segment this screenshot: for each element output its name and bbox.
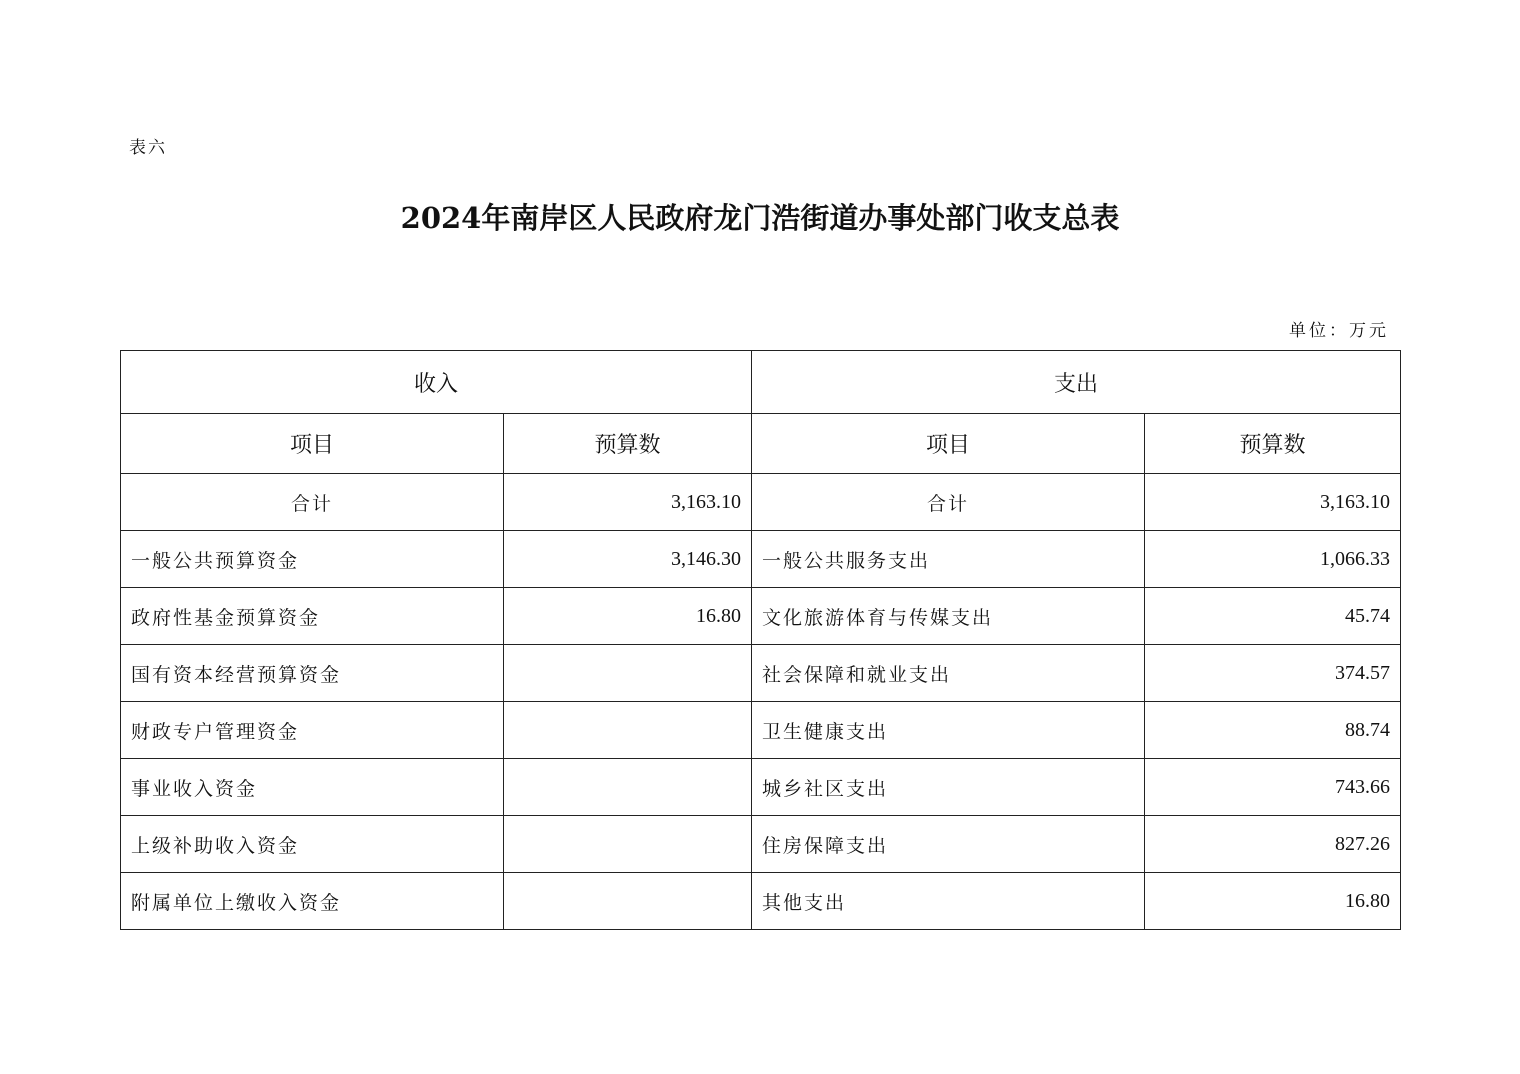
income-item: 一般公共预算资金: [121, 531, 504, 588]
table-row: [121, 702, 1401, 759]
income-value: 3,146.30: [504, 531, 752, 588]
income-item: 政府性基金预算资金: [121, 588, 504, 645]
table-row: [121, 588, 1401, 645]
income-item: 附属单位上缴收入资金: [121, 873, 504, 930]
expenditure-value: 1,066.33: [1145, 531, 1401, 588]
income-value: [504, 816, 752, 873]
expenditure-item: 其他支出: [752, 873, 1145, 930]
table-row: [121, 645, 1401, 702]
expenditure-item: 文化旅游体育与传媒支出: [752, 588, 1145, 645]
income-value: [504, 759, 752, 816]
unit-label: 单位：万元: [1289, 321, 1389, 341]
expenditure-value: 88.74: [1145, 702, 1401, 759]
income-total-value: 3,163.10: [504, 474, 752, 531]
table-row: [121, 531, 1401, 588]
expenditure-value: 743.66: [1145, 759, 1401, 816]
expenditure-value: 16.80: [1145, 873, 1401, 930]
total-row: [121, 474, 1401, 531]
income-item: 事业收入资金: [121, 759, 504, 816]
income-section-header: 收入: [121, 351, 752, 414]
income-item: 财政专户管理资金: [121, 702, 504, 759]
income-value: [504, 873, 752, 930]
expenditure-value: 45.74: [1145, 588, 1401, 645]
budget-summary-table: [120, 350, 1401, 930]
income-value: 16.80: [504, 588, 752, 645]
income-item-header: 项目: [121, 414, 504, 474]
section-header-row: [121, 351, 1401, 414]
expenditure-value: 374.57: [1145, 645, 1401, 702]
expenditure-item-header: 项目: [752, 414, 1145, 474]
expenditure-budget-header: 预算数: [1145, 414, 1401, 474]
expenditure-total-value: 3,163.10: [1145, 474, 1401, 531]
column-header-row: [121, 414, 1401, 474]
expenditure-item: 一般公共服务支出: [752, 531, 1145, 588]
income-value: [504, 645, 752, 702]
expenditure-item: 卫生健康支出: [752, 702, 1145, 759]
income-item: 国有资本经营预算资金: [121, 645, 504, 702]
expenditure-value: 827.26: [1145, 816, 1401, 873]
expenditure-item: 社会保障和就业支出: [752, 645, 1145, 702]
income-budget-header: 预算数: [504, 414, 752, 474]
expenditure-total-label: 合计: [752, 474, 1145, 531]
table-row: [121, 873, 1401, 930]
table-row: [121, 816, 1401, 873]
income-total-label: 合计: [121, 474, 504, 531]
income-item: 上级补助收入资金: [121, 816, 504, 873]
expenditure-item: 住房保障支出: [752, 816, 1145, 873]
document-title: 2024年南岸区人民政府龙门浩街道办事处部门收支总表: [400, 201, 1120, 235]
page-label: 表六: [129, 138, 167, 158]
expenditure-section-header: 支出: [752, 351, 1401, 414]
income-value: [504, 702, 752, 759]
expenditure-item: 城乡社区支出: [752, 759, 1145, 816]
table-row: [121, 759, 1401, 816]
